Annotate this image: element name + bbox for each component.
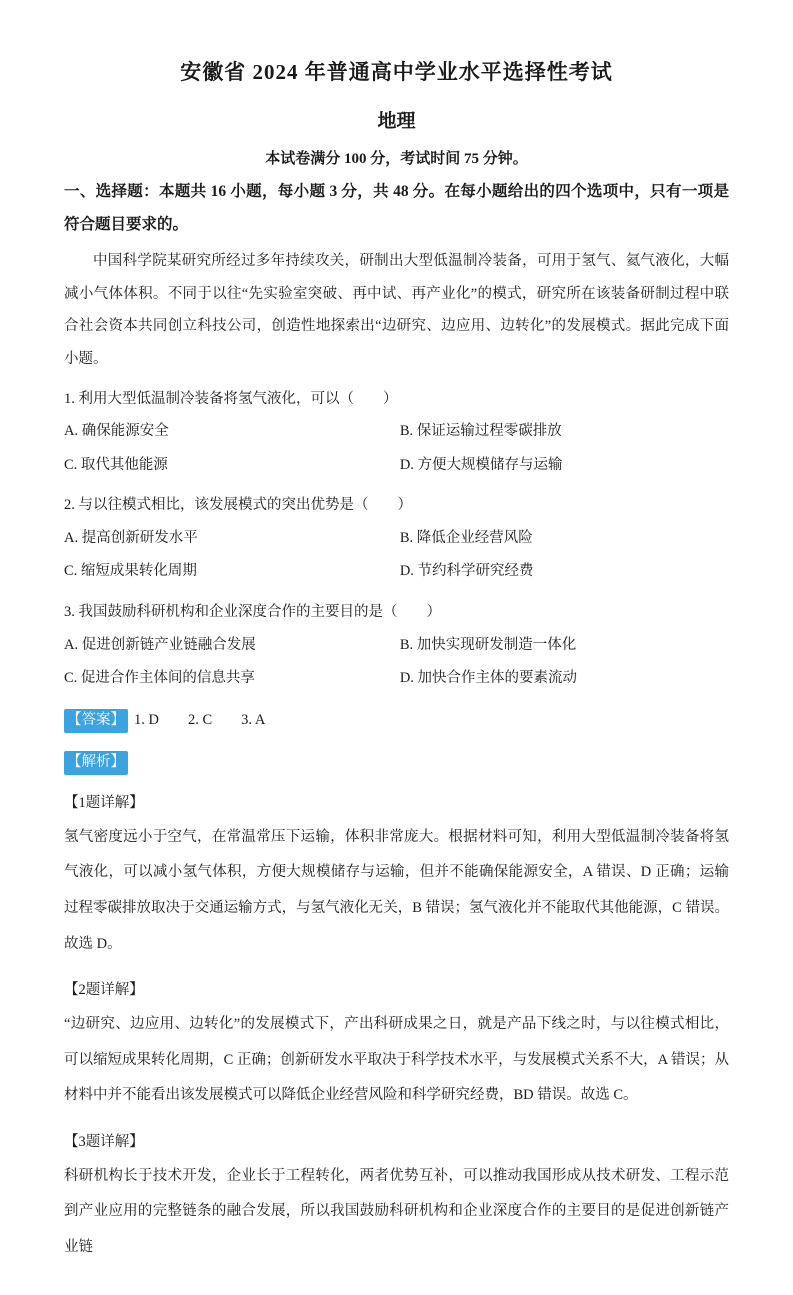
detail-text-1: 氢气密度远小于空气，在常温常压下运输，体积非常庞大。根据材料可知，利用大型低温制冷装备将氢气液化，可以减小氢气体积，方便大规模储存与运输，但并不能确保能源安全，A 错误、D 正确；运输过程零碳排放取决于交通运输方式，与氢气液化无关，B 错误；氢气液化并不能取代其他能源，C 错误。故选 D。 — [64, 828, 729, 952]
question-1 — [64, 384, 729, 483]
analysis-badge: 【解析】 — [64, 751, 128, 775]
question-1-option-c: C. 取代其他能源 — [64, 456, 168, 473]
answer-row — [64, 705, 729, 737]
question-2-option-c: C. 缩短成果转化周期 — [64, 563, 197, 580]
detail-heading-2: 【2题详解】 — [64, 982, 144, 999]
analysis-row — [64, 751, 729, 775]
question-3-stem: 3. 我国鼓励科研机构和企业深度合作的主要目的是（ ） — [64, 603, 441, 620]
question-3-option-c: C. 促进合作主体间的信息共享 — [64, 669, 255, 686]
answer-values: 1. D 2. C 3. A — [134, 712, 266, 729]
question-3-option-d: D. 加快合作主体的要素流动 — [399, 669, 578, 686]
question-2 — [64, 490, 729, 589]
question-3 — [64, 597, 729, 696]
section-heading: 一、选择题：本题共 16 小题，每小题 3 分，共 48 分。在每小题给出的四个选项中，只有一项是符合题目要求的。 — [64, 183, 729, 233]
question-1-option-b: B. 保证运输过程零碳排放 — [399, 423, 562, 440]
detail-heading-1: 【1题详解】 — [64, 794, 144, 811]
question-1-options — [64, 415, 729, 482]
question-3-options — [64, 629, 729, 696]
intro-paragraph: 中国科学院某研究所经过多年持续攻关，研制出大型低温制冷装备，可用于氢气、氦气液化，大幅减小气体体积。不同于以往“先实验室突破、再中试、再产业化”的模式，研究所在该装备研制过程中联合社会资本共同创立科技公司，创造性地探索出“边研究、边应用、边转化”的发展模式。据此完成下面小题。 — [64, 253, 729, 367]
question-1-option-d: D. 方便大规模储存与运输 — [399, 456, 563, 473]
detail-heading-3: 【3题详解】 — [64, 1133, 144, 1150]
question-3-option-b: B. 加快实现研发制造一体化 — [399, 636, 577, 653]
exam-subject: 地理 — [377, 111, 416, 132]
question-2-stem: 2. 与以往模式相比，该发展模式的突出优势是（ ） — [64, 497, 412, 514]
question-1-stem: 1. 利用大型低温制冷装备将氢气液化，可以（ ） — [64, 390, 398, 407]
question-2-option-d: D. 节约科学研究经费 — [399, 563, 534, 580]
question-3-option-a: A. 促进创新链产业链融合发展 — [64, 636, 256, 653]
question-2-option-b: B. 降低企业经营风险 — [399, 530, 533, 547]
exam-title: 安徽省 2024 年普通高中学业水平选择性考试 — [180, 60, 613, 84]
detail-text-2: “边研究、边应用、边转化”的发展模式下，产出科研成果之日，就是产品下线之时，与以往模式相比，可以缩短成果转化周期，C 正确；创新研发水平取决于科学技术水平，与发展模式关系不大，A 错误；从材料中并不能看出该发展模式可以降低企业经营风险和科学研究经费，BD 错误。故选 C。 — [64, 1016, 729, 1104]
question-2-options — [64, 522, 729, 589]
answer-badge: 【答案】 — [64, 709, 128, 733]
exam-meta: 本试卷满分 100 分，考试时间 75 分钟。 — [265, 151, 528, 167]
detail-text-3: 科研机构长于技术开发，企业长于工程转化，两者优势互补，可以推动我国形成从技术研发、工程示范到产业应用的完整链条的融合发展，所以我国鼓励科研机构和企业深度合作的主要目的是促进创新链产业链 — [64, 1167, 729, 1255]
question-1-option-a: A. 确保能源安全 — [64, 423, 169, 440]
question-2-option-a: A. 提高创新研发水平 — [64, 530, 198, 547]
